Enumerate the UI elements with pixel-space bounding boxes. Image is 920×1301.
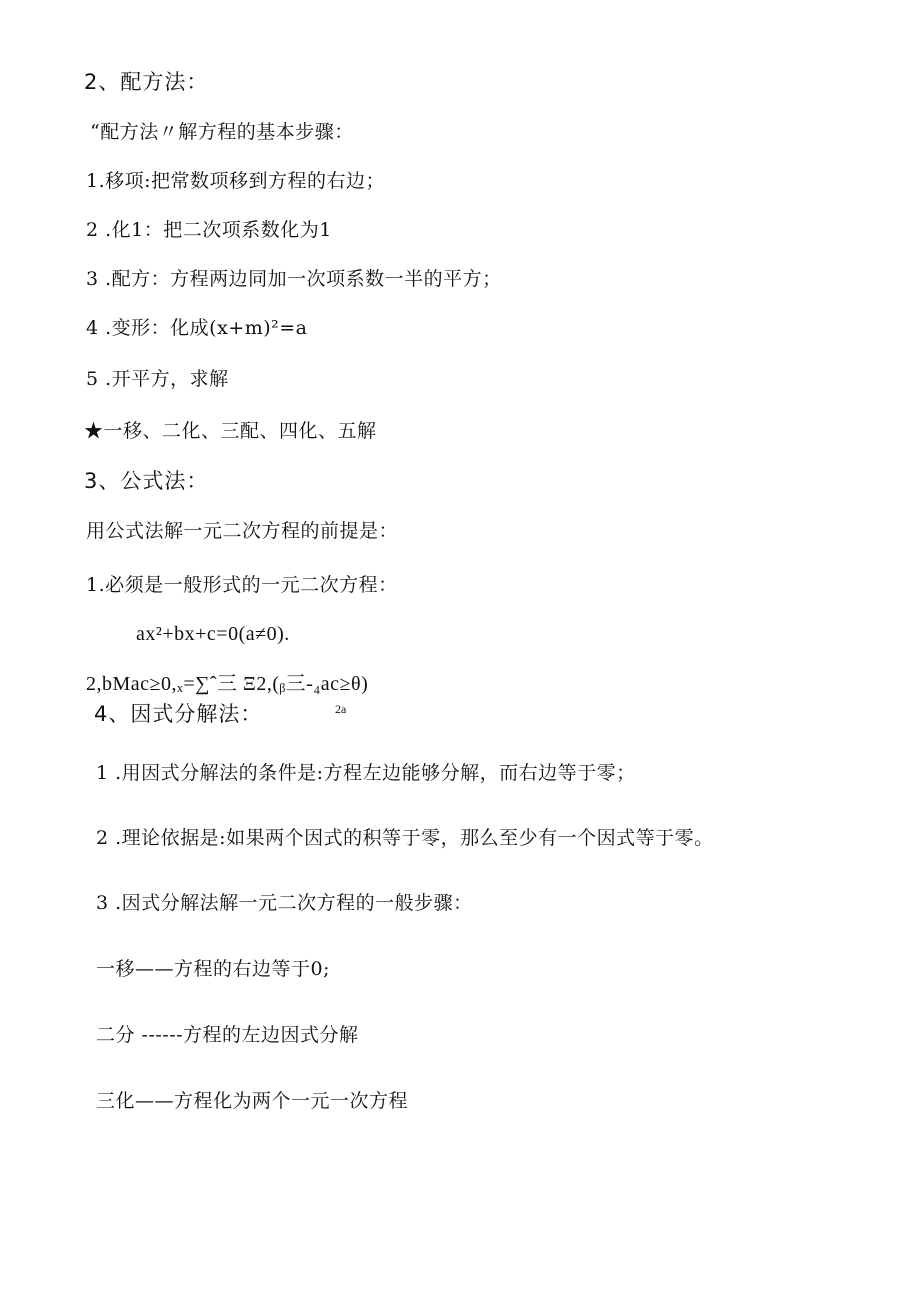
completing-square-step-4: 4 .变形：化成(x+m)²=a (86, 317, 308, 339)
completing-square-step-3: 3 .配方：方程两边同加一次项系数一半的平方； (86, 268, 502, 290)
factorization-step-factor: 二分 ------方程的左边因式分解 (96, 1024, 359, 1046)
quadratic-formula-condition-2: 2,bMac≥0,ₓ=∑ˆ三 Ξ2,(ᵦ三-₄ac≥θ) (86, 673, 369, 695)
section-heading-factorization: 4、因式分解法： (94, 702, 263, 726)
section-heading-completing-square: 2、配方法： (84, 70, 209, 94)
completing-square-step-5: 5 .开平方，求解 (86, 368, 229, 390)
factorization-step-move: 一移——方程的右边等于0; (96, 958, 330, 980)
factorization-step-transform: 三化——方程化为两个一元一次方程 (96, 1090, 409, 1112)
factorization-point-2: 2 .理论依据是:如果两个因式的积等于零，那么至少有一个因式等于零。 (96, 827, 714, 849)
completing-square-intro: “配方法〃解方程的基本步骤： (90, 121, 354, 143)
quadratic-formula-intro: 用公式法解一元二次方程的前提是： (86, 520, 399, 542)
quadratic-formula-condition-1: 1.必须是一般形式的一元二次方程： (86, 574, 398, 596)
formula-denominator: 2a (335, 702, 347, 716)
factorization-point-1: 1 .用因式分解法的条件是:方程左边能够分解，而右边等于零； (96, 762, 636, 784)
completing-square-step-1: 1.移项:把常数项移到方程的右边； (86, 170, 386, 192)
completing-square-step-2: 2 .化1：把二次项系数化为1 (86, 219, 332, 241)
general-form-equation: ax²+bx+c=0(a≠0). (136, 623, 290, 645)
factorization-point-3: 3 .因式分解法解一元二次方程的一般步骤： (96, 892, 473, 914)
section-heading-quadratic-formula: 3、公式法： (84, 469, 209, 493)
completing-square-mnemonic: ★一移、二化、三配、四化、五解 (84, 420, 377, 442)
